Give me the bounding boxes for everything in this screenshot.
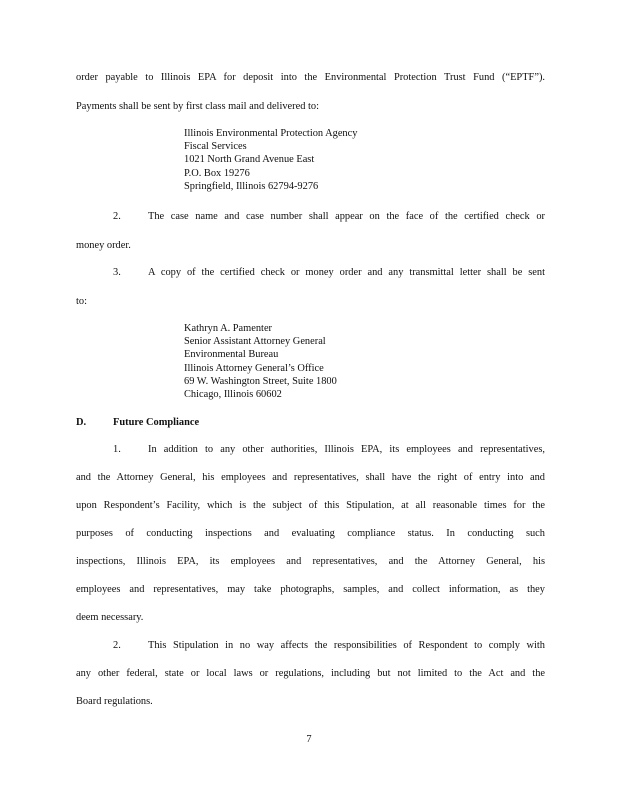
page-number: 7 (306, 734, 312, 745)
text-line: purposes of conducting inspections and evaluating compliance status. In conducting such (76, 528, 545, 539)
paragraph-text: In addition to any other authorities, Illinois EPA, its employees and representatives, (148, 444, 545, 455)
text-line: employees and representatives, may take photographs, samples, and collect information, as they (76, 584, 545, 595)
text-line: deem necessary. (76, 612, 144, 623)
address-line: P.O. Box 19276 (184, 167, 250, 179)
address-block-epa (184, 127, 357, 193)
text-line: inspections, Illinois EPA, its employees and representatives, and the Attorney General, his (76, 556, 545, 567)
paragraph-text: The case name and case number shall appear on the face of the certified check or (148, 211, 545, 222)
text-line: any other federal, state or local laws or regulations, including but not limited to the Act and the (76, 668, 545, 679)
text-line: and the Attorney General, his employees and representatives, shall have the right of entry into and (76, 472, 545, 483)
paragraph-text: This Stipulation in no way affects the responsibilities of Respondent to comply with (148, 640, 545, 651)
address-line: 69 W. Washington Street, Suite 1800 (184, 375, 337, 387)
address-line: Illinois Environmental Protection Agency (184, 128, 358, 139)
paragraph-text: A copy of the certified check or money order and any transmittal letter shall be sent (148, 267, 545, 278)
address-line: Illinois Attorney General’s Office (184, 362, 324, 374)
paragraph-number: 3. (113, 267, 121, 278)
address-line: Kathryn A. Pamenter (184, 323, 273, 334)
address-line: Fiscal Services (184, 141, 247, 153)
address-line: 1021 North Grand Avenue East (184, 154, 315, 166)
text-line: money order. (76, 240, 131, 251)
section-heading: Future Compliance (113, 417, 200, 428)
address-line: Environmental Bureau (184, 349, 279, 361)
text-line: upon Respondent’s Facility, which is the subject of this Stipulation, at all reasonable times for the (76, 500, 545, 511)
address-line: Chicago, Illinois 60602 (184, 389, 282, 401)
section-letter: D. (76, 417, 87, 428)
text-line: to: (76, 296, 87, 307)
address-line: Senior Assistant Attorney General (184, 336, 326, 348)
text-line: order payable to Illinois EPA for deposit into the Environmental Protection Trust Fund (“EPTF”). (76, 72, 545, 83)
address-block-attorney (184, 322, 337, 401)
text-line: Payments shall be sent by first class mail and delivered to: (76, 101, 319, 112)
paragraph-number: 2. (113, 211, 121, 222)
paragraph-number: 2. (113, 640, 121, 651)
paragraph-number: 1. (113, 444, 121, 455)
address-line: Springfield, Illinois 62794-9276 (184, 180, 319, 192)
text-line: Board regulations. (76, 696, 153, 707)
